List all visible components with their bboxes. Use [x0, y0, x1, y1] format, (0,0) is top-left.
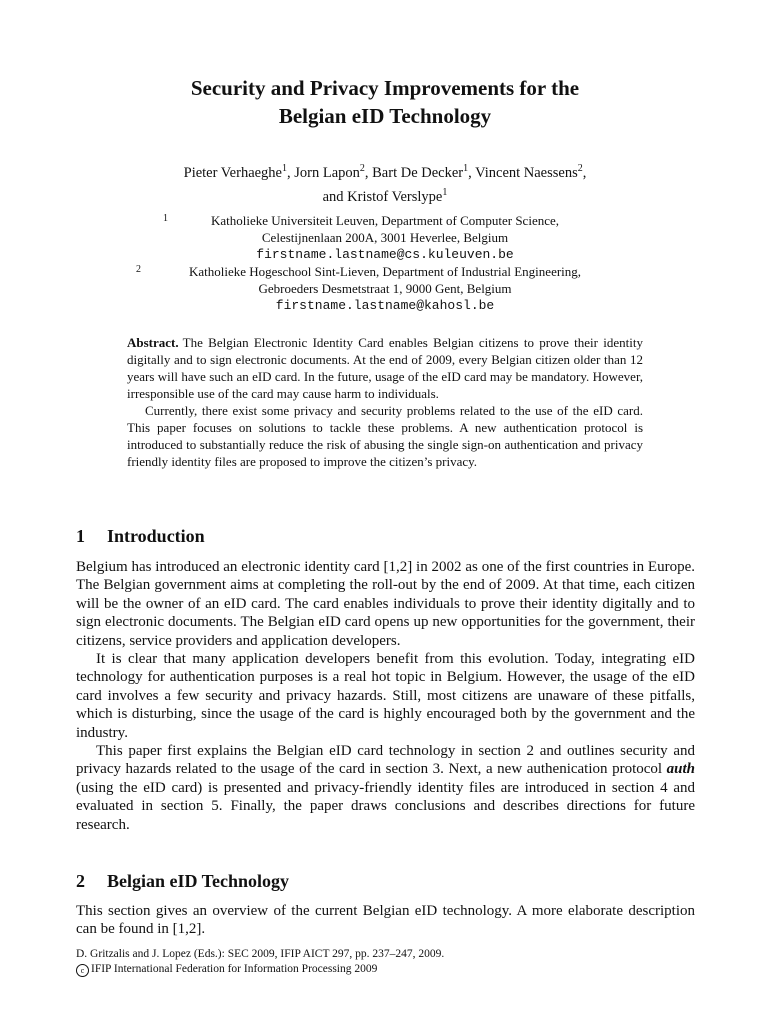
title-line-1: Security and Privacy Improvements for the	[190, 76, 580, 100]
paper-title	[0, 74, 770, 130]
copyright-icon: c	[76, 964, 89, 977]
abstract-label: Abstract.	[127, 335, 179, 350]
author-line-1: Pieter Verhaeghe$^1$, Jorn Lapon$^2$, Bart De Decker$^1$, Vincent Naessens$^2$,	[183, 163, 587, 181]
affiliation-2	[0, 263, 770, 314]
abstract	[127, 334, 643, 470]
body-text-run: (using the eID card) is presented and privacy-friendly identity files are introduced in section 4 and evaluated in section 5. Finally, the paper draws conclusions and describes directions for future research.	[76, 779, 695, 833]
body-paragraph	[76, 742, 695, 834]
affiliation-line: Katholieke Universiteit Leuven, Department of Computer Science,	[211, 213, 559, 228]
section-number: 2	[76, 871, 85, 891]
author-affil-mark: 1	[442, 186, 448, 198]
footer-copyright	[76, 962, 444, 977]
affiliation-mark: 1	[163, 213, 168, 224]
affiliation-email: firstname.lastname@cs.kuleuven.be	[256, 247, 514, 262]
protocol-name: auth	[666, 761, 695, 778]
footer-citation: D. Gritzalis and J. Lopez (Eds.): SEC 2009, IFIP AICT 297, pp. 237–247, 2009.	[76, 948, 445, 960]
body-paragraph: This section gives an overview of the current Belgian eID technology. A more elaborate description can be found in [1,2].	[76, 903, 695, 938]
section-number: 1	[76, 526, 85, 546]
affiliation-line: Katholieke Hogeschool Sint-Lieven, Department of Industrial Engineering,	[188, 264, 582, 279]
author-name: and Kristof Verslype	[322, 188, 443, 205]
author-name: Vincent Naessens	[475, 164, 578, 181]
author-affil-mark: 2	[577, 163, 583, 174]
affiliation-address: Gebroeders Desmetstraat 1, 9000 Gent, Belgium	[258, 281, 512, 296]
author-list	[0, 159, 770, 207]
section-title: Belgian eID Technology	[107, 871, 290, 891]
author-name: Bart De Decker	[372, 164, 464, 181]
affiliation-email: firstname.lastname@kahosl.be	[275, 298, 495, 313]
affiliation-address: Celestijnenlaan 200A, 3001 Heverlee, Belgium	[261, 230, 509, 245]
page-footer	[76, 947, 444, 977]
section-body	[76, 902, 695, 939]
author-affil-mark: 2	[359, 163, 365, 174]
abstract-paragraph	[127, 334, 643, 402]
author-name: Pieter Verhaeghe	[183, 164, 282, 181]
author-affil-mark: 1	[282, 163, 287, 174]
body-paragraph: It is clear that many application developers benefit from this evolution. Today, integrating eID technology for authentication purposes is a real hot topic in Belgium. However, the usage of the eID card involves a few security and privacy hazards. Still, most citizens are unaware of these pitfalls, which is disturbing, since the usage of the card is highly encouraged both by the government and the industry.	[76, 651, 695, 741]
author-name: Jorn Lapon	[294, 164, 360, 181]
section-title: Introduction	[107, 526, 205, 546]
author-affil-mark: 1	[463, 163, 469, 174]
section-heading	[76, 870, 289, 892]
affiliation-mark: 2	[136, 264, 141, 275]
abstract-paragraph: Currently, there exist some privacy and security problems related to the use of the eID card. This paper focuses on solutions to tackle these problems. A new authentication protocol is introduced to substantially reduce the risk of abusing the single sign-on authentication and privacy friendly identity files are proposed to improve the citizen’s privacy.	[127, 403, 643, 469]
author-line-2	[0, 183, 770, 207]
body-text-run: This paper first explains the Belgian eID card technology in section 2 and outlines security and privacy hazards related to the usage of the card in section 3. Next, a new authenication protocol	[76, 743, 695, 778]
body-paragraph: Belgium has introduced an electronic identity card [1,2] in 2002 as one of the first countries in Europe. The Belgian government aims at completing the roll-out by the end of 2009. At that time, each citizen will be the owner of an eID card. The card enables individuals to prove their identity digitally and to sign electronic documents. The Belgian eID card opens up new opportunities for the government, their citizens, service providers and application developers.	[76, 559, 695, 649]
title-line-2: Belgian eID Technology	[278, 104, 492, 128]
footer-copyright-text: IFIP International Federation for Information Processing 2009	[91, 963, 378, 975]
section-body	[76, 558, 695, 834]
section-heading	[76, 525, 205, 547]
abstract-text: The Belgian Electronic Identity Card enables Belgian citizens to prove their identity digitally and to sign electronic documents. At the end of 2009, every Belgian citizen older than 12 years will have such an eID card. In the future, usage of the eID card may be mandatory. However, irresponsible use of the card may cause harm to individuals.	[127, 335, 643, 401]
affiliation-1	[0, 212, 770, 263]
